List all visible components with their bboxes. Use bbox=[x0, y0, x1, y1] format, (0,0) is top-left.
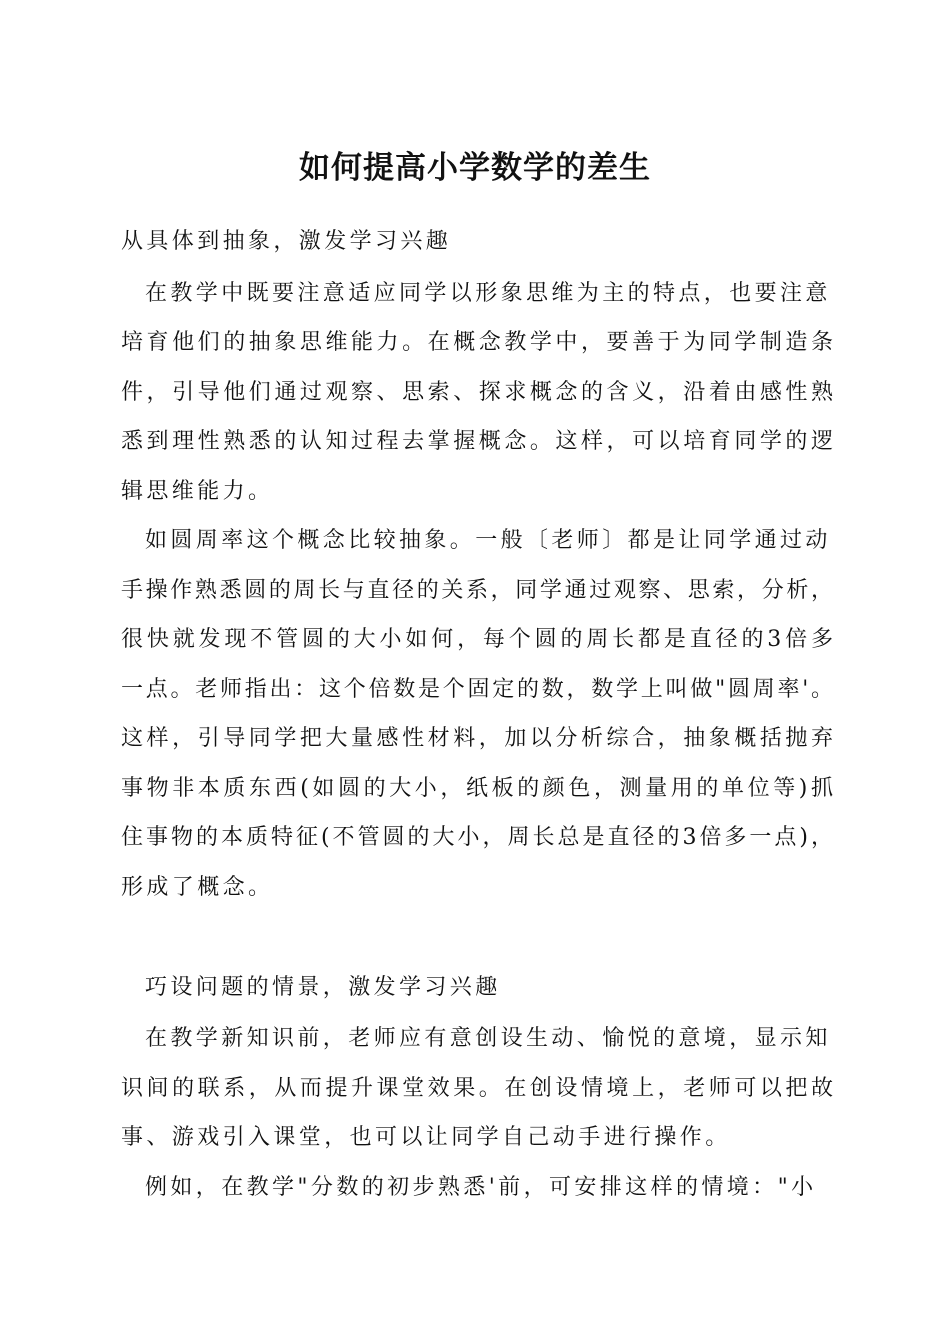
paragraph-line: 形成了概念。 bbox=[121, 875, 274, 900]
paragraph-line: 辑思维能力。 bbox=[121, 479, 274, 504]
paragraph-line: 件，引导他们通过观察、思索、探求概念的含义，沿着由感性熟 bbox=[121, 380, 833, 405]
paragraph-line: 在教学中既要注意适应同学以形象思维为主的特点，也要注意 bbox=[145, 281, 831, 306]
paragraph-line: 如圆周率这个概念比较抽象。一般〔老师〕都是让同学通过动 bbox=[145, 528, 831, 553]
paragraph-line: 这样，引导同学把大量感性材料，加以分析综合，抽象概括抛弃 bbox=[121, 726, 833, 751]
paragraph-line: 培育他们的抽象思维能力。在概念教学中，要善于为同学制造条 bbox=[121, 330, 833, 355]
section-heading: 巧设问题的情景，激发学习兴趣 bbox=[145, 975, 501, 1000]
paragraph-line: 识间的联系，从而提升课堂效果。在创设情境上，老师可以把故 bbox=[121, 1076, 833, 1101]
paragraph-line: 在教学新知识前，老师应有意创设生动、愉悦的意境，显示知 bbox=[145, 1026, 831, 1051]
paragraph-line: 手操作熟悉圆的周长与直径的关系，同学通过观察、思索，分析， bbox=[121, 578, 833, 603]
paragraph-line: 很快就发现不管圆的大小如何，每个圆的周长都是直径的3倍多 bbox=[121, 627, 833, 652]
document-title: 如何提高小学数学的差生 bbox=[299, 150, 651, 186]
paragraph-line: 一点。老师指出：这个倍数是个固定的数，数学上叫做"圆周率'。 bbox=[121, 677, 833, 702]
paragraph-line: 事物非本质东西(如圆的大小，纸板的颜色，测量用的单位等)抓 bbox=[121, 776, 833, 801]
section-heading: 从具体到抽象，激发学习兴趣 bbox=[121, 229, 452, 254]
paragraph-line: 住事物的本质特征(不管圆的大小，周长总是直径的3倍多一点)， bbox=[121, 825, 833, 850]
paragraph-line: 悉到理性熟悉的认知过程去掌握概念。这样，可以培育同学的逻 bbox=[121, 429, 833, 454]
paragraph-line: 事、游戏引入课堂，也可以让同学自己动手进行操作。 bbox=[121, 1125, 731, 1150]
paragraph-line: 例如，在教学"分数的初步熟悉'前，可安排这样的情境："小 bbox=[145, 1175, 817, 1200]
